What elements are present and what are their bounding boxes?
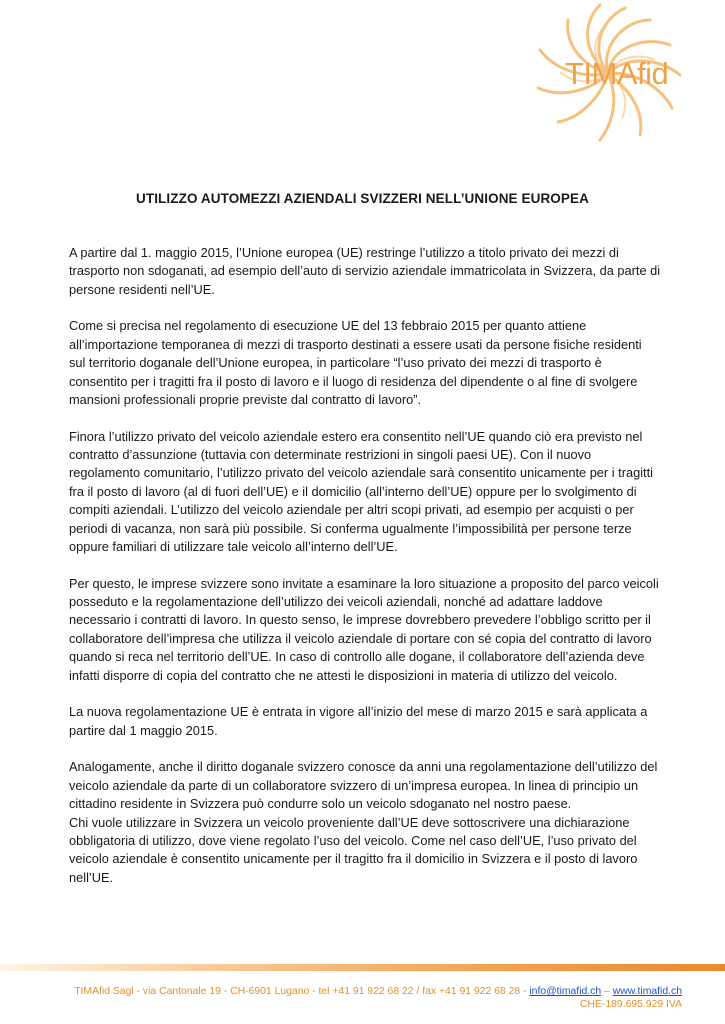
email-link[interactable]: info@timafid.ch (529, 986, 602, 997)
paragraph: A partire dal 1. maggio 2015, l’Unione europea (UE) restringe l’utilizzo a titolo privato dei mezzi di trasporto non sdoganati, ad esempio dell’auto di servizio aziendale immatricolata in Svizzera, da parte di persone residenti nell’UE. (69, 245, 661, 297)
paragraph: Finora l’utilizzo privato del veicolo aziendale estero era consentito nell’UE quando ciò era previsto nel contratto d’assunzione (tuttavia con determinate restrizioni in singoli paesi UE). Con il nuovo regolamento comunitario, l’utilizzo privato del veicolo aziendale sarà consentito unicamente per i tragitti fra il posto di lavoro (al di fuori dell’UE) e il domicilio (all’interno dell’UE) oppure per lo svolgimento di compiti aziendali. L’utilizzo del veicolo aziendale per altri scopi privati, ad esempio per acquisti o per periodi di vacanza, non sarà più possibile. Si conferma ugualmente l’impossibilità per persone terze oppure familiari di utilizzare tale veicolo all’interno dell’UE. (69, 428, 653, 555)
logo-wordmark: TIMAfid (565, 56, 669, 91)
footer-divider (0, 964, 725, 971)
paragraph (69, 758, 661, 887)
footer-address: TIMAfid Sagl - via Cantonale 19 - CH-6901 Lugano - tel +41 91 922 68 22 / fax +41 91 922 68 28 - (74, 986, 530, 997)
paragraph-part: Chi vuole utilizzare in Svizzera un veicolo proveniente dall’UE deve sottoscrivere una dichiarazione obbligatoria di utilizzo, dove viene regolato l’uso del veicolo. Come nel caso dell’UE, l’uso privato del veicolo aziendale è consentito unicamente per il tragitto fra il domicilio in Svizzera e il posto di lavoro nell’UE. (69, 814, 638, 885)
website-link[interactable]: www.timafid.ch (612, 986, 682, 997)
paragraph: La nuova regolamentazione UE è entrata in vigore all’inizio del mese di marzo 2015 e sarà applicata a partire dal 1 maggio 2015. (69, 704, 648, 738)
footer-contact (74, 986, 682, 997)
footer-vat: CHE-189.695.929 IVA (579, 999, 682, 1010)
paragraph-part: Analogamente, anche il diritto doganale svizzero conosce da anni una regolamentazione dell’utilizzo del veicolo aziendale da parte di un collaboratore svizzero di un’impresa europea. In linea di principio un cittadino residente in Svizzera può condurre solo un veicolo sdoganato nel nostro paese. (69, 759, 658, 812)
paragraph: Per questo, le imprese svizzere sono invitate a esaminare la loro situazione a proposito del parco veicoli posseduto e la regolamentazione dell’utilizzo dei veicoli aziendali, nonché ad adattare laddove necessario i contratti di lavoro. In questo senso, le imprese dovrebbero prevedere l’obbligo scritto per il collaboratore dell’impresa che utilizza il veicolo aziendale di portare con sé copia del contratto di lavoro quando si reca nel territorio dell’UE. In caso di controllo alle dogane, il collaboratore dell’azienda deve infatti disporre di copia del contratto che ne attesti le disposizioni in materia di utilizzo del veicolo. (69, 575, 659, 683)
paragraph: Come si precisa nel regolamento di esecuzione UE del 13 febbraio 2015 per quanto attiene all’importazione temporanea di mezzi di trasporto destinati a essere usati da persone fisiche residenti sul territorio doganale dell’Unione europea, in particolare “l’uso privato dei mezzi di trasporto è consentito per i tragitti fra il posto di lavoro e il luogo di residenza del dipendente o al fine di svolgere mansioni professionali proprie previste dal contratto di lavoro”. (69, 318, 642, 408)
footer-separator: – (601, 986, 613, 997)
company-logo (490, 0, 725, 148)
document-body (69, 244, 661, 905)
document-title: UTILIZZO AUTOMEZZI AZIENDALI SVIZZERI NELL’UNIONE EUROPEA (136, 191, 589, 206)
